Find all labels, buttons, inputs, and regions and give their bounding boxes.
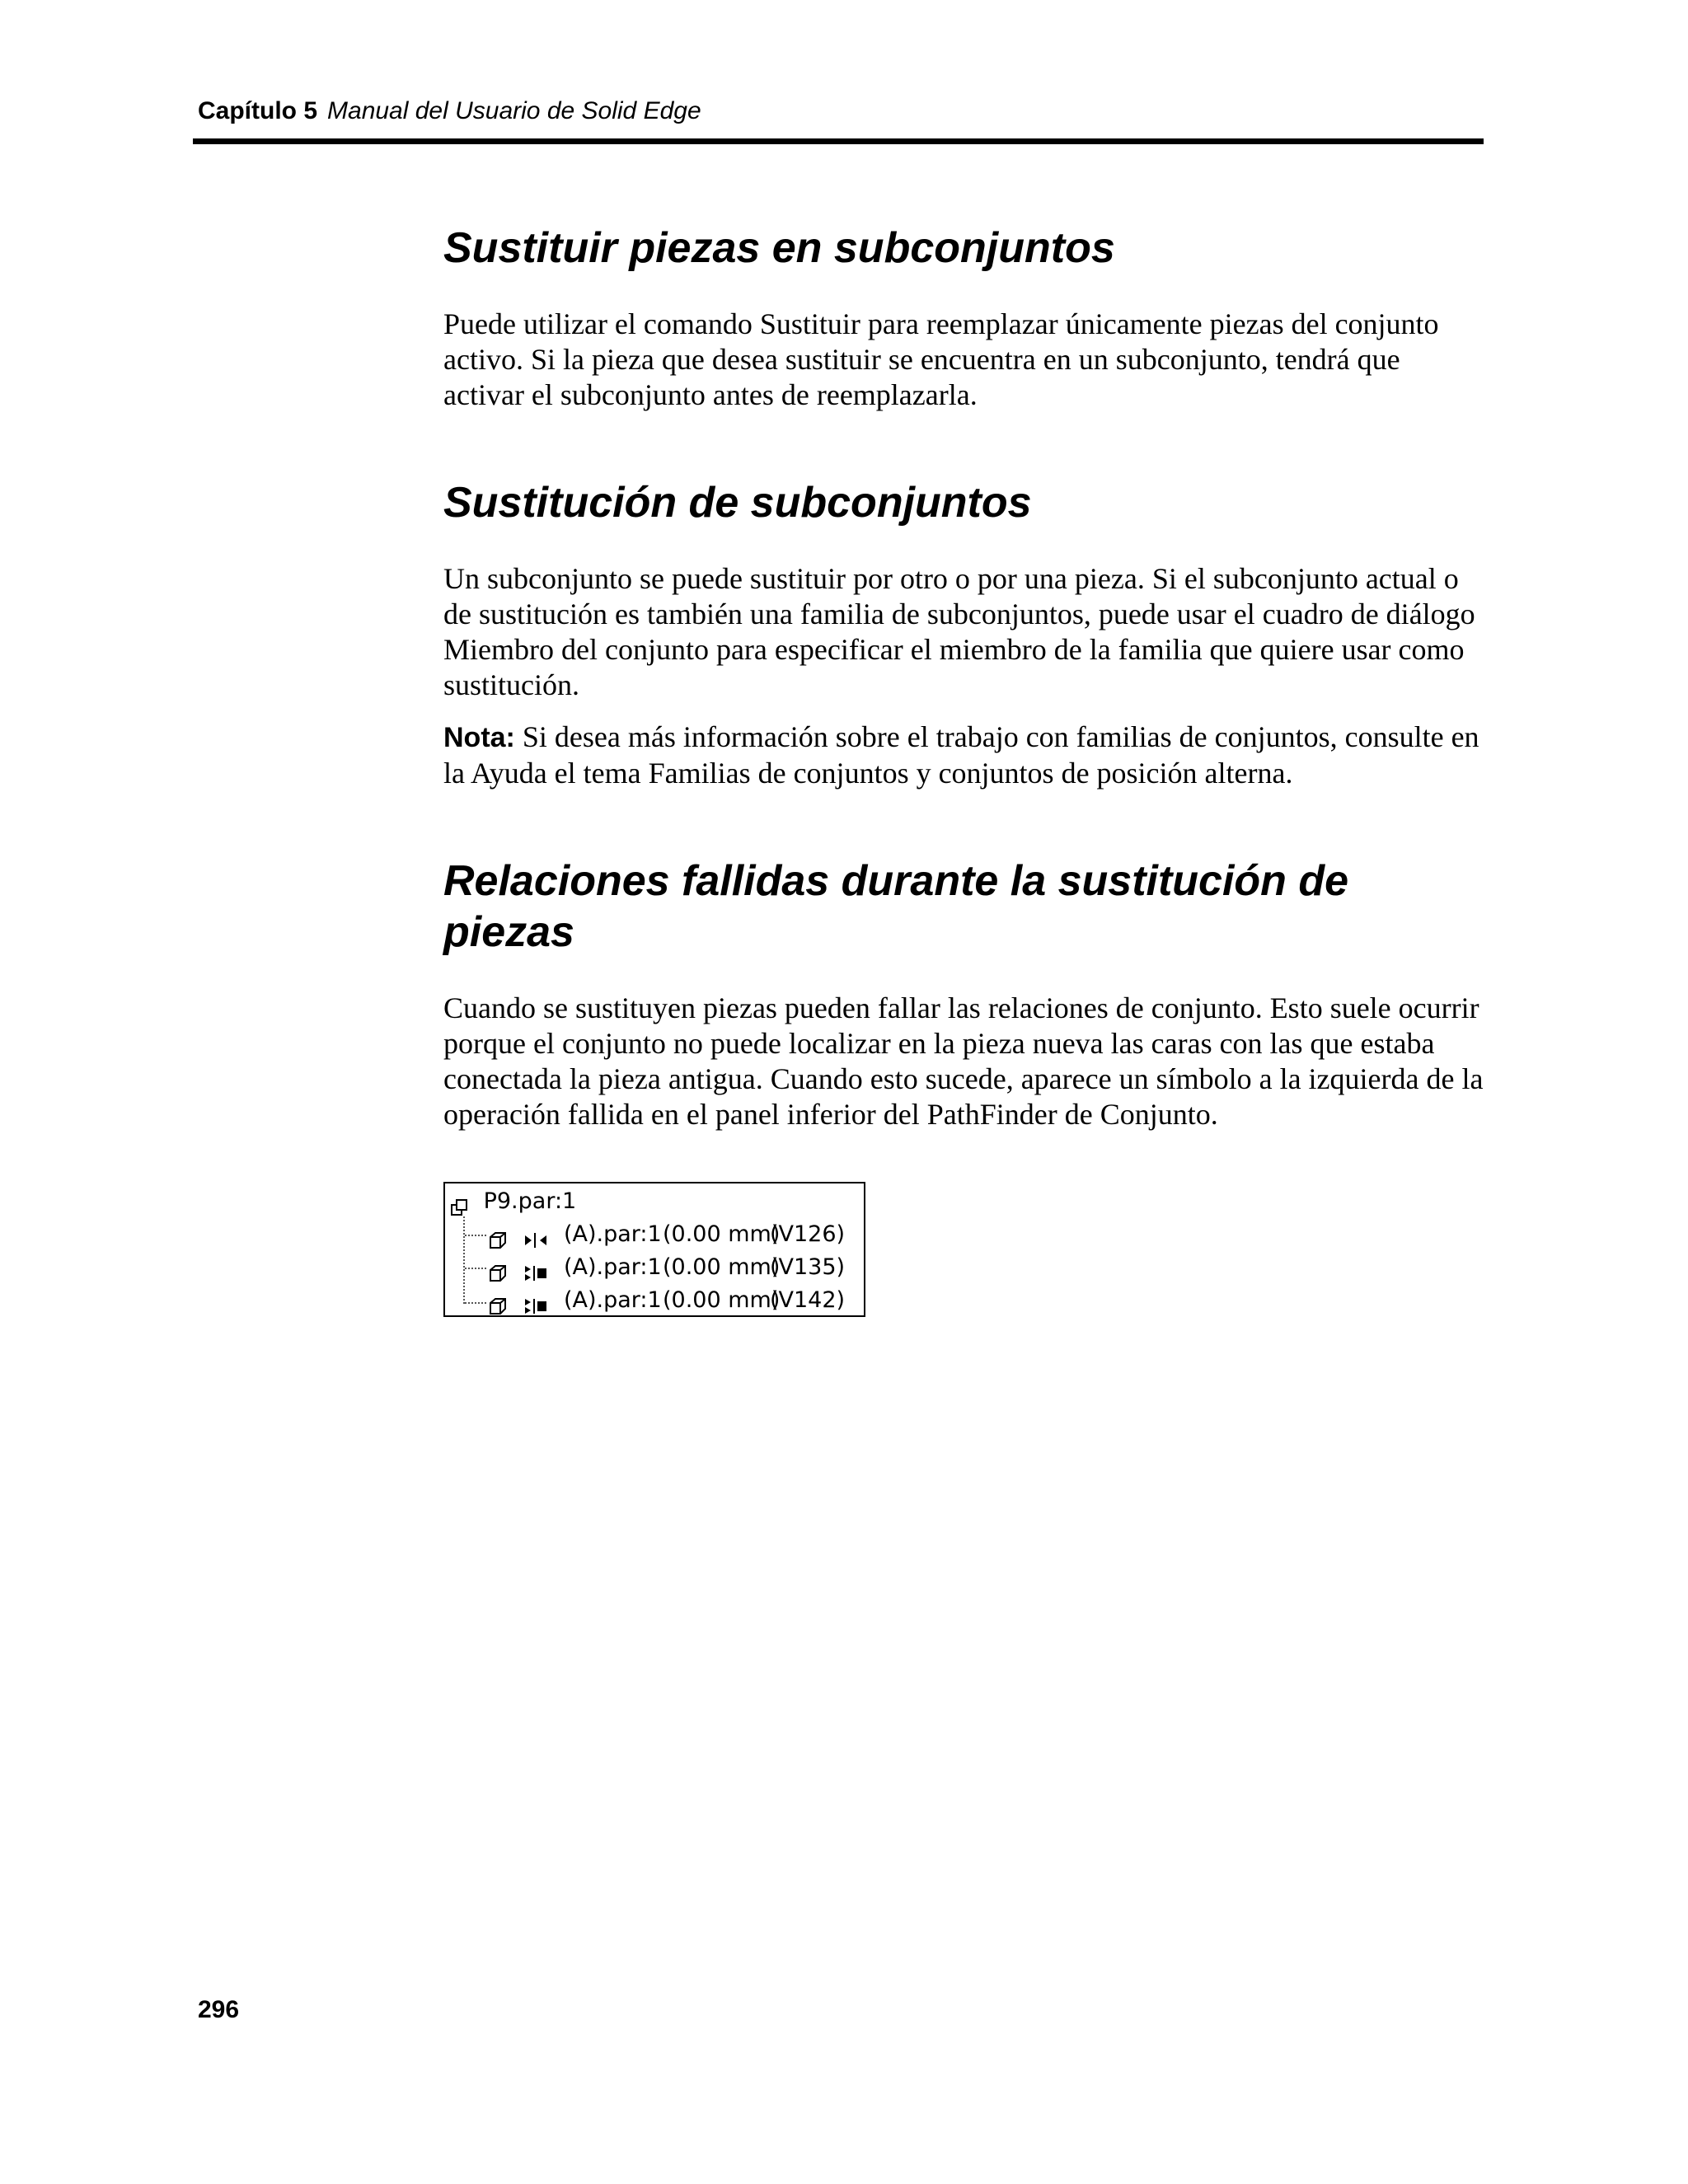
tree-connector: [465, 1235, 486, 1236]
offset-value: (0.00 mm): [663, 1221, 781, 1247]
note-text: Si desea más información sobre el trabajo con familias de conjuntos, consulte en la Ayuda el tema Familias de conjuntos y conjuntos de posición alterna.: [443, 720, 1479, 790]
part-name: (A).par:1: [564, 1287, 662, 1313]
tree-root-node[interactable]: [450, 1185, 576, 1218]
reference-id: (V142): [770, 1287, 846, 1313]
tree-connector: [463, 1216, 465, 1304]
part-icon: [488, 1226, 508, 1244]
pathfinder-tree-figure: [443, 1182, 865, 1317]
section-heading: Sustitución de subconjuntos: [443, 479, 1032, 527]
reference-id: (V126): [770, 1221, 846, 1247]
tree-connector: [465, 1302, 486, 1304]
tree-connector: [465, 1268, 486, 1269]
assembly-part-icon: [450, 1193, 470, 1212]
section-failed-relations: [443, 855, 1484, 1132]
offset-value: (0.00 mm): [663, 1254, 781, 1280]
mate-relation-icon: [523, 1226, 548, 1244]
part-name: (A).par:1: [564, 1221, 662, 1247]
part-icon: [488, 1259, 508, 1277]
tree-root-label: P9.par:1: [483, 1188, 577, 1214]
manual-title: Manual del Usuario de Solid Edge: [327, 97, 701, 124]
failed-relation-icon: [523, 1292, 548, 1310]
main-content: [443, 223, 1484, 1132]
tree-relation-row[interactable]: [488, 1218, 859, 1251]
failed-relation-icon: [523, 1259, 548, 1277]
part-name: (A).par:1: [564, 1254, 662, 1280]
section-replace-parts: [443, 223, 1484, 413]
tree-relation-row[interactable]: [488, 1251, 859, 1284]
tree-relation-row[interactable]: [488, 1284, 859, 1317]
section-paragraph: Cuando se sustituyen piezas pueden fallar las relaciones de conjunto. Esto suele ocurrir porque el conjunto no puede localizar en la pieza nueva las caras con las que estaba conectada la pieza antigua. Cuando esto sucede, aparece un símbolo a la izquierda de la operación fallida en el panel inferior del PathFinder de Conjunto.: [443, 991, 1484, 1131]
running-header: [198, 97, 701, 125]
section-paragraph: Puede utilizar el comando Sustituir para reemplazar únicamente piezas del conjunto activo. Si la pieza que desea sustituir se encuentra en un subconjunto, tendrá que activar el subconjunto antes de reemplazarla.: [443, 307, 1439, 411]
section-replace-subassemblies: [443, 477, 1484, 791]
offset-value: (0.00 mm): [663, 1287, 781, 1313]
section-paragraph: Un subconjunto se puede sustituir por otro o por una pieza. Si el subconjunto actual o de sustitución es también una familia de subconjuntos, puede usar el cuadro de diálogo Miembro del conjunto para especificar el miembro de la familia que quiere usar como sustitución.: [443, 562, 1475, 701]
part-icon: [488, 1292, 508, 1310]
section-heading: Sustituir piezas en subconjuntos: [443, 224, 1115, 272]
chapter-label: Capítulo 5: [198, 97, 318, 124]
reference-id: (V135): [770, 1254, 846, 1280]
page-number: 296: [198, 1996, 240, 2023]
header-rule: [193, 138, 1484, 144]
section-heading: Relaciones fallidas durante la sustitución de piezas: [443, 857, 1349, 956]
note-paragraph: [443, 719, 1484, 791]
note-label: Nota:: [443, 722, 515, 753]
